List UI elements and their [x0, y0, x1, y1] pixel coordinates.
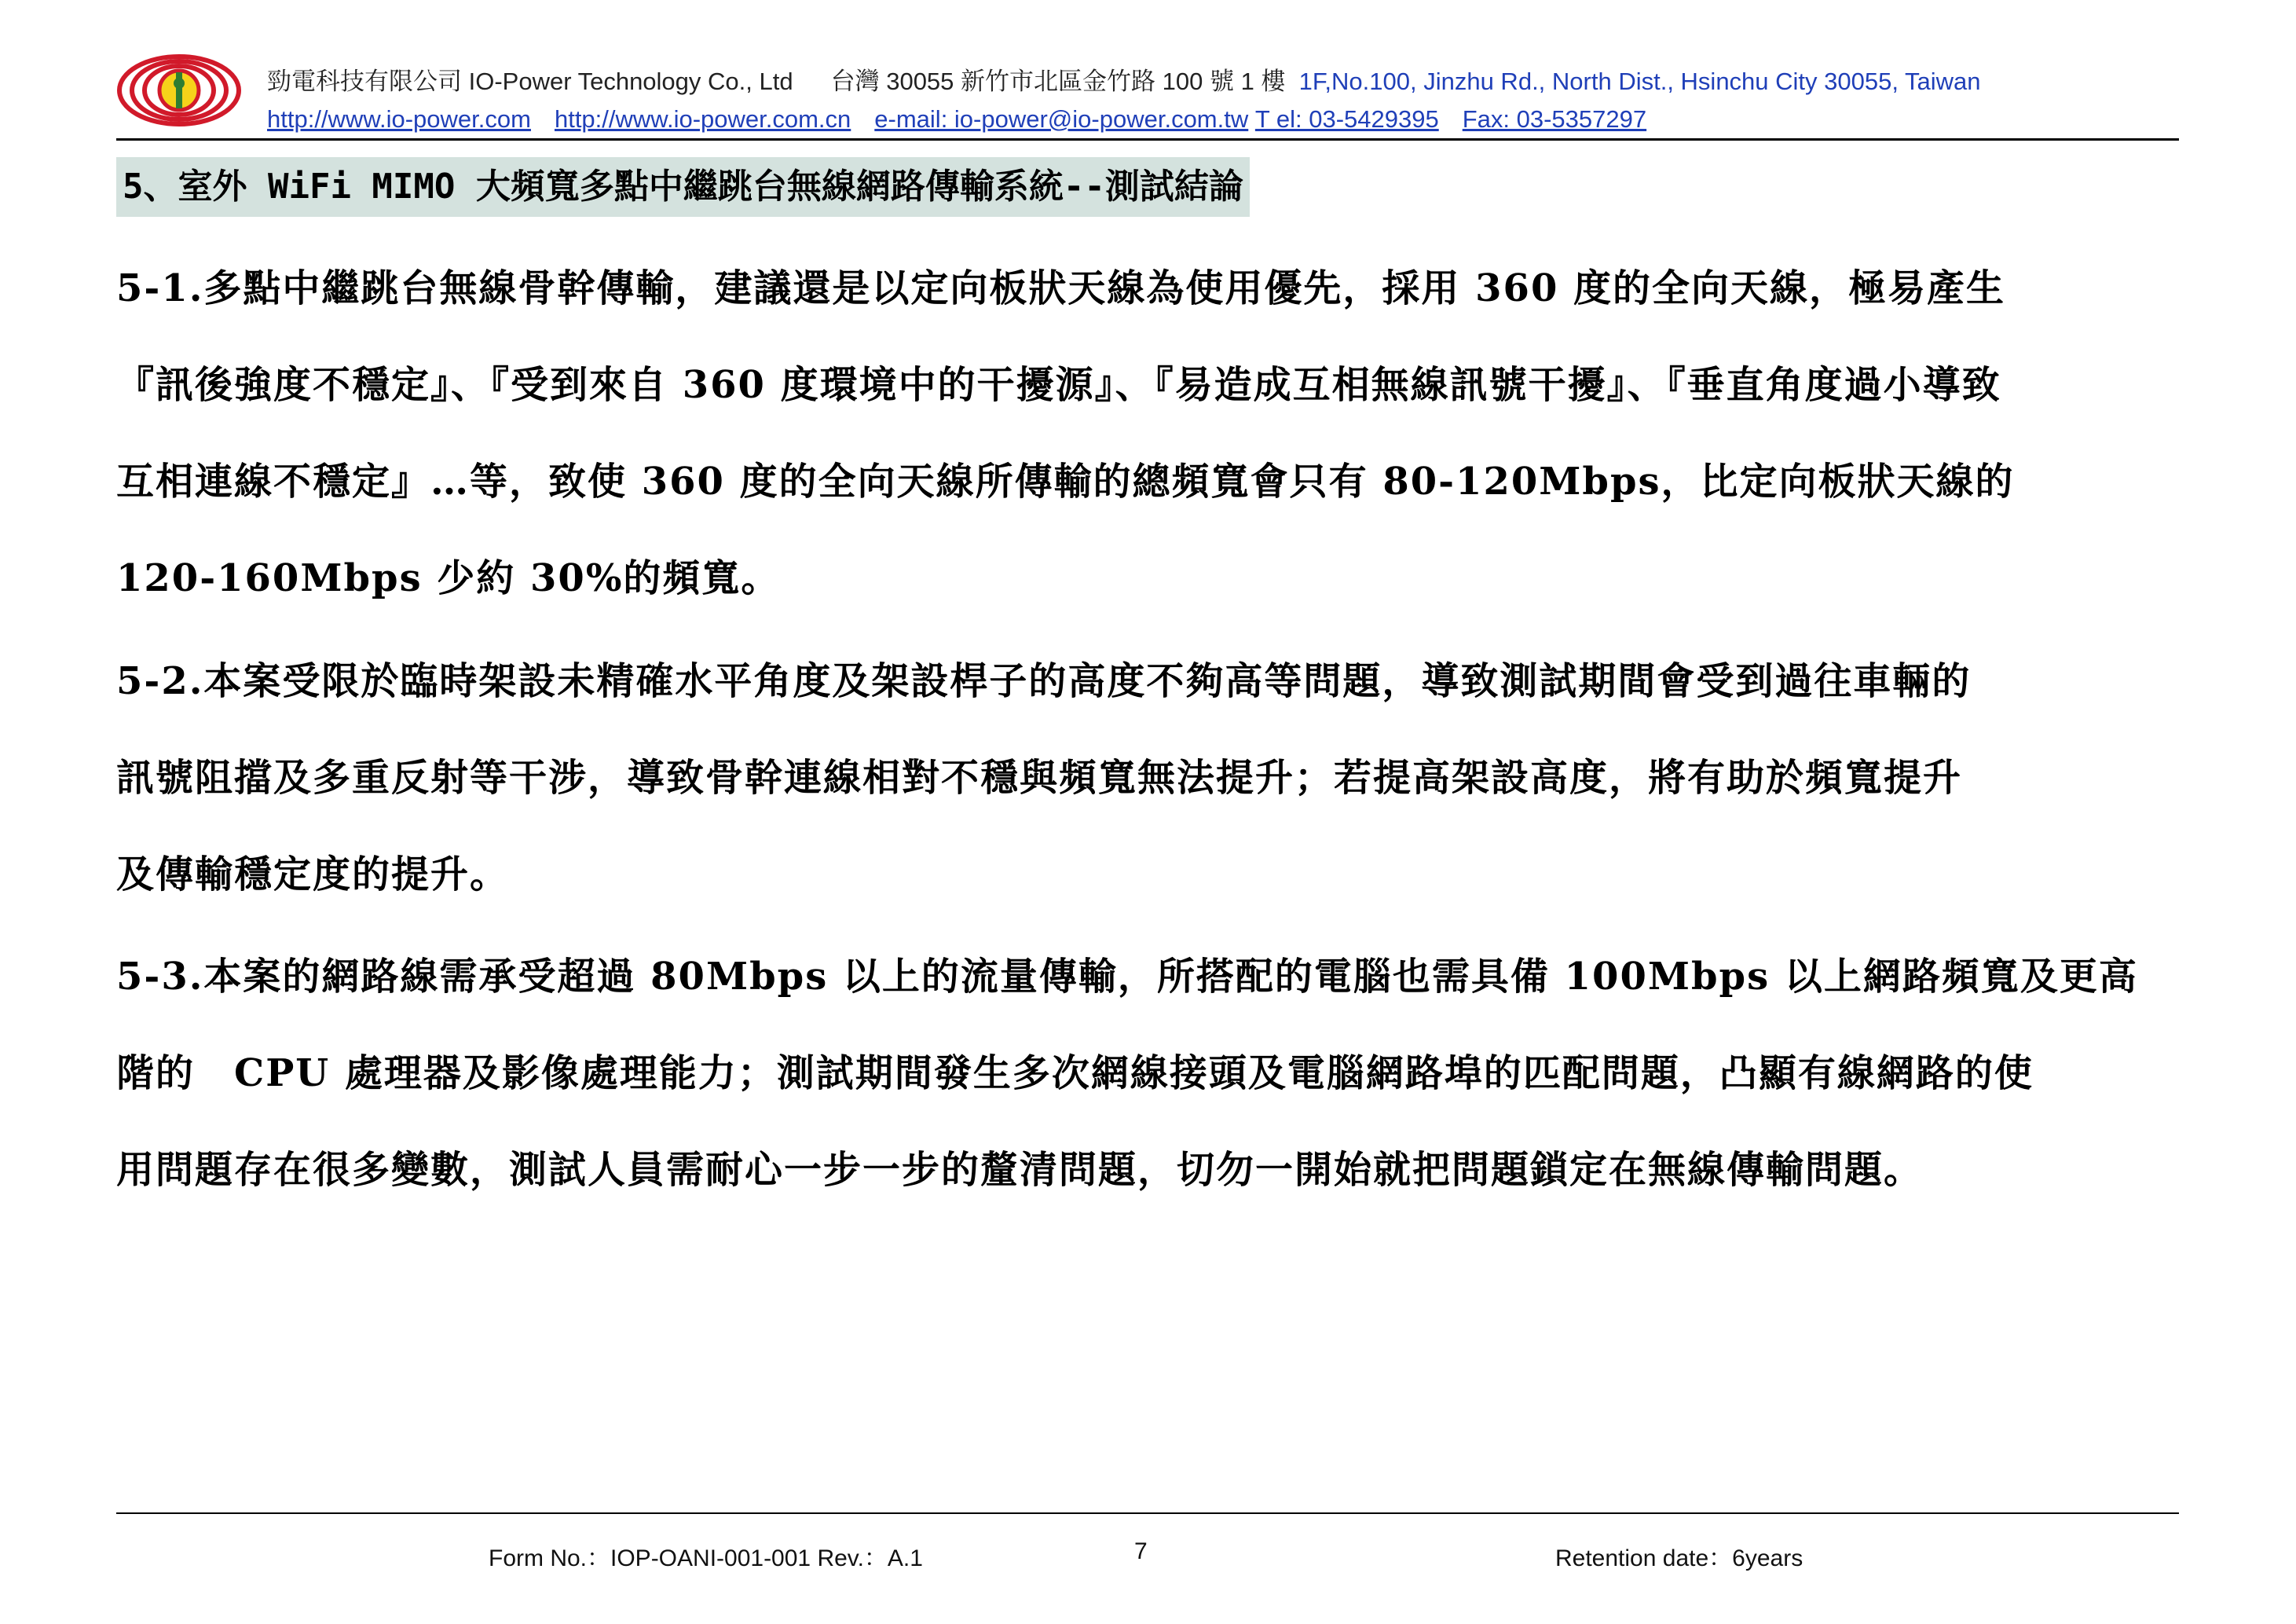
address-zh: 台灣 30055 新竹市北區金竹路 100 號 1 樓	[830, 68, 1286, 95]
paragraph-line: 互相連線不穩定』…等，致使 360 度的全向天線所傳輸的總頻寬會只有 80-120Mbps，比定向板狀天線的	[116, 460, 2015, 504]
paragraph-5-1	[116, 240, 2190, 627]
tel-text: T el: 03-5429395	[1254, 105, 1439, 133]
email-link[interactable]: e-mail: io-power@io-power.com.tw	[874, 105, 1249, 133]
paragraph-line: 用問題存在很多變數，測試人員需耐心一步一步的釐清問題，切勿一開始就把問題鎖定在無線傳輸問題。	[116, 1148, 1924, 1192]
paragraph-5-2	[116, 633, 2190, 923]
paragraph-line: 5-2.本案受限於臨時架設未精確水平角度及架設桿子的高度不夠高等問題，導致測試期間會受到過往車輛的	[116, 659, 1972, 703]
company-logo	[116, 53, 242, 127]
paragraph-line: 120-160Mbps 少約 30%的頻寬。	[116, 556, 781, 600]
address-en: 1F,No.100, Jinzhu Rd., North Dist., Hsinchu City 30055, Taiwan	[1298, 68, 1981, 95]
form-number: Form No.：IOP-OANI-001-001 Rev.：A.1	[489, 1545, 923, 1571]
retention-date: Retention date：6years	[1555, 1545, 1803, 1571]
header-divider	[116, 138, 2179, 141]
footer-divider	[116, 1512, 2179, 1514]
paragraph-line: 訊號阻擋及多重反射等干涉，導致骨幹連線相對不穩與頻寬無法提升；若提高架設高度，將有助於頻寬提升	[116, 756, 1963, 800]
fax-text: Fax: 03-5357297	[1462, 105, 1647, 133]
website-link-cn[interactable]: http://www.io-power.com.cn	[554, 105, 851, 133]
header-contact-line	[267, 105, 1646, 134]
website-link-com[interactable]: http://www.io-power.com	[267, 105, 531, 133]
page-number: 7	[1134, 1538, 1148, 1564]
paragraph-line: 及傳輸穩定度的提升。	[116, 852, 510, 896]
company-name: 勁電科技有限公司 IO-Power Technology Co., Ltd	[267, 68, 793, 95]
paragraph-line: 5-1.多點中繼跳台無線骨幹傳輸，建議還是以定向板狀天線為使用優先，採用 360 度的全向天線，極易產生	[116, 266, 2006, 310]
paragraph-line: 『訊後強度不穩定』、『受到來自 360 度環境中的干擾源』、『易造成互相無線訊號干擾』、『垂直角度過小導致	[116, 363, 2001, 407]
header-company-line	[267, 61, 1981, 97]
paragraph-line: 5-3.本案的網路線需承受超過 80Mbps 以上的流量傳輸，所搭配的電腦也需具備 100Mbps 以上網路頻寬及更高	[116, 955, 2138, 999]
paragraph-line: 階的 CPU 處理器及影像處理能力；測試期間發生多次網線接頭及電腦網路埠的匹配問題，凸顯有線網路的使	[116, 1051, 2034, 1095]
paragraph-5-3	[116, 929, 2190, 1219]
section-title: 5、室外 WiFi MIMO 大頻寬多點中繼跳台無線網路傳輸系統--測試結論	[116, 157, 1250, 217]
